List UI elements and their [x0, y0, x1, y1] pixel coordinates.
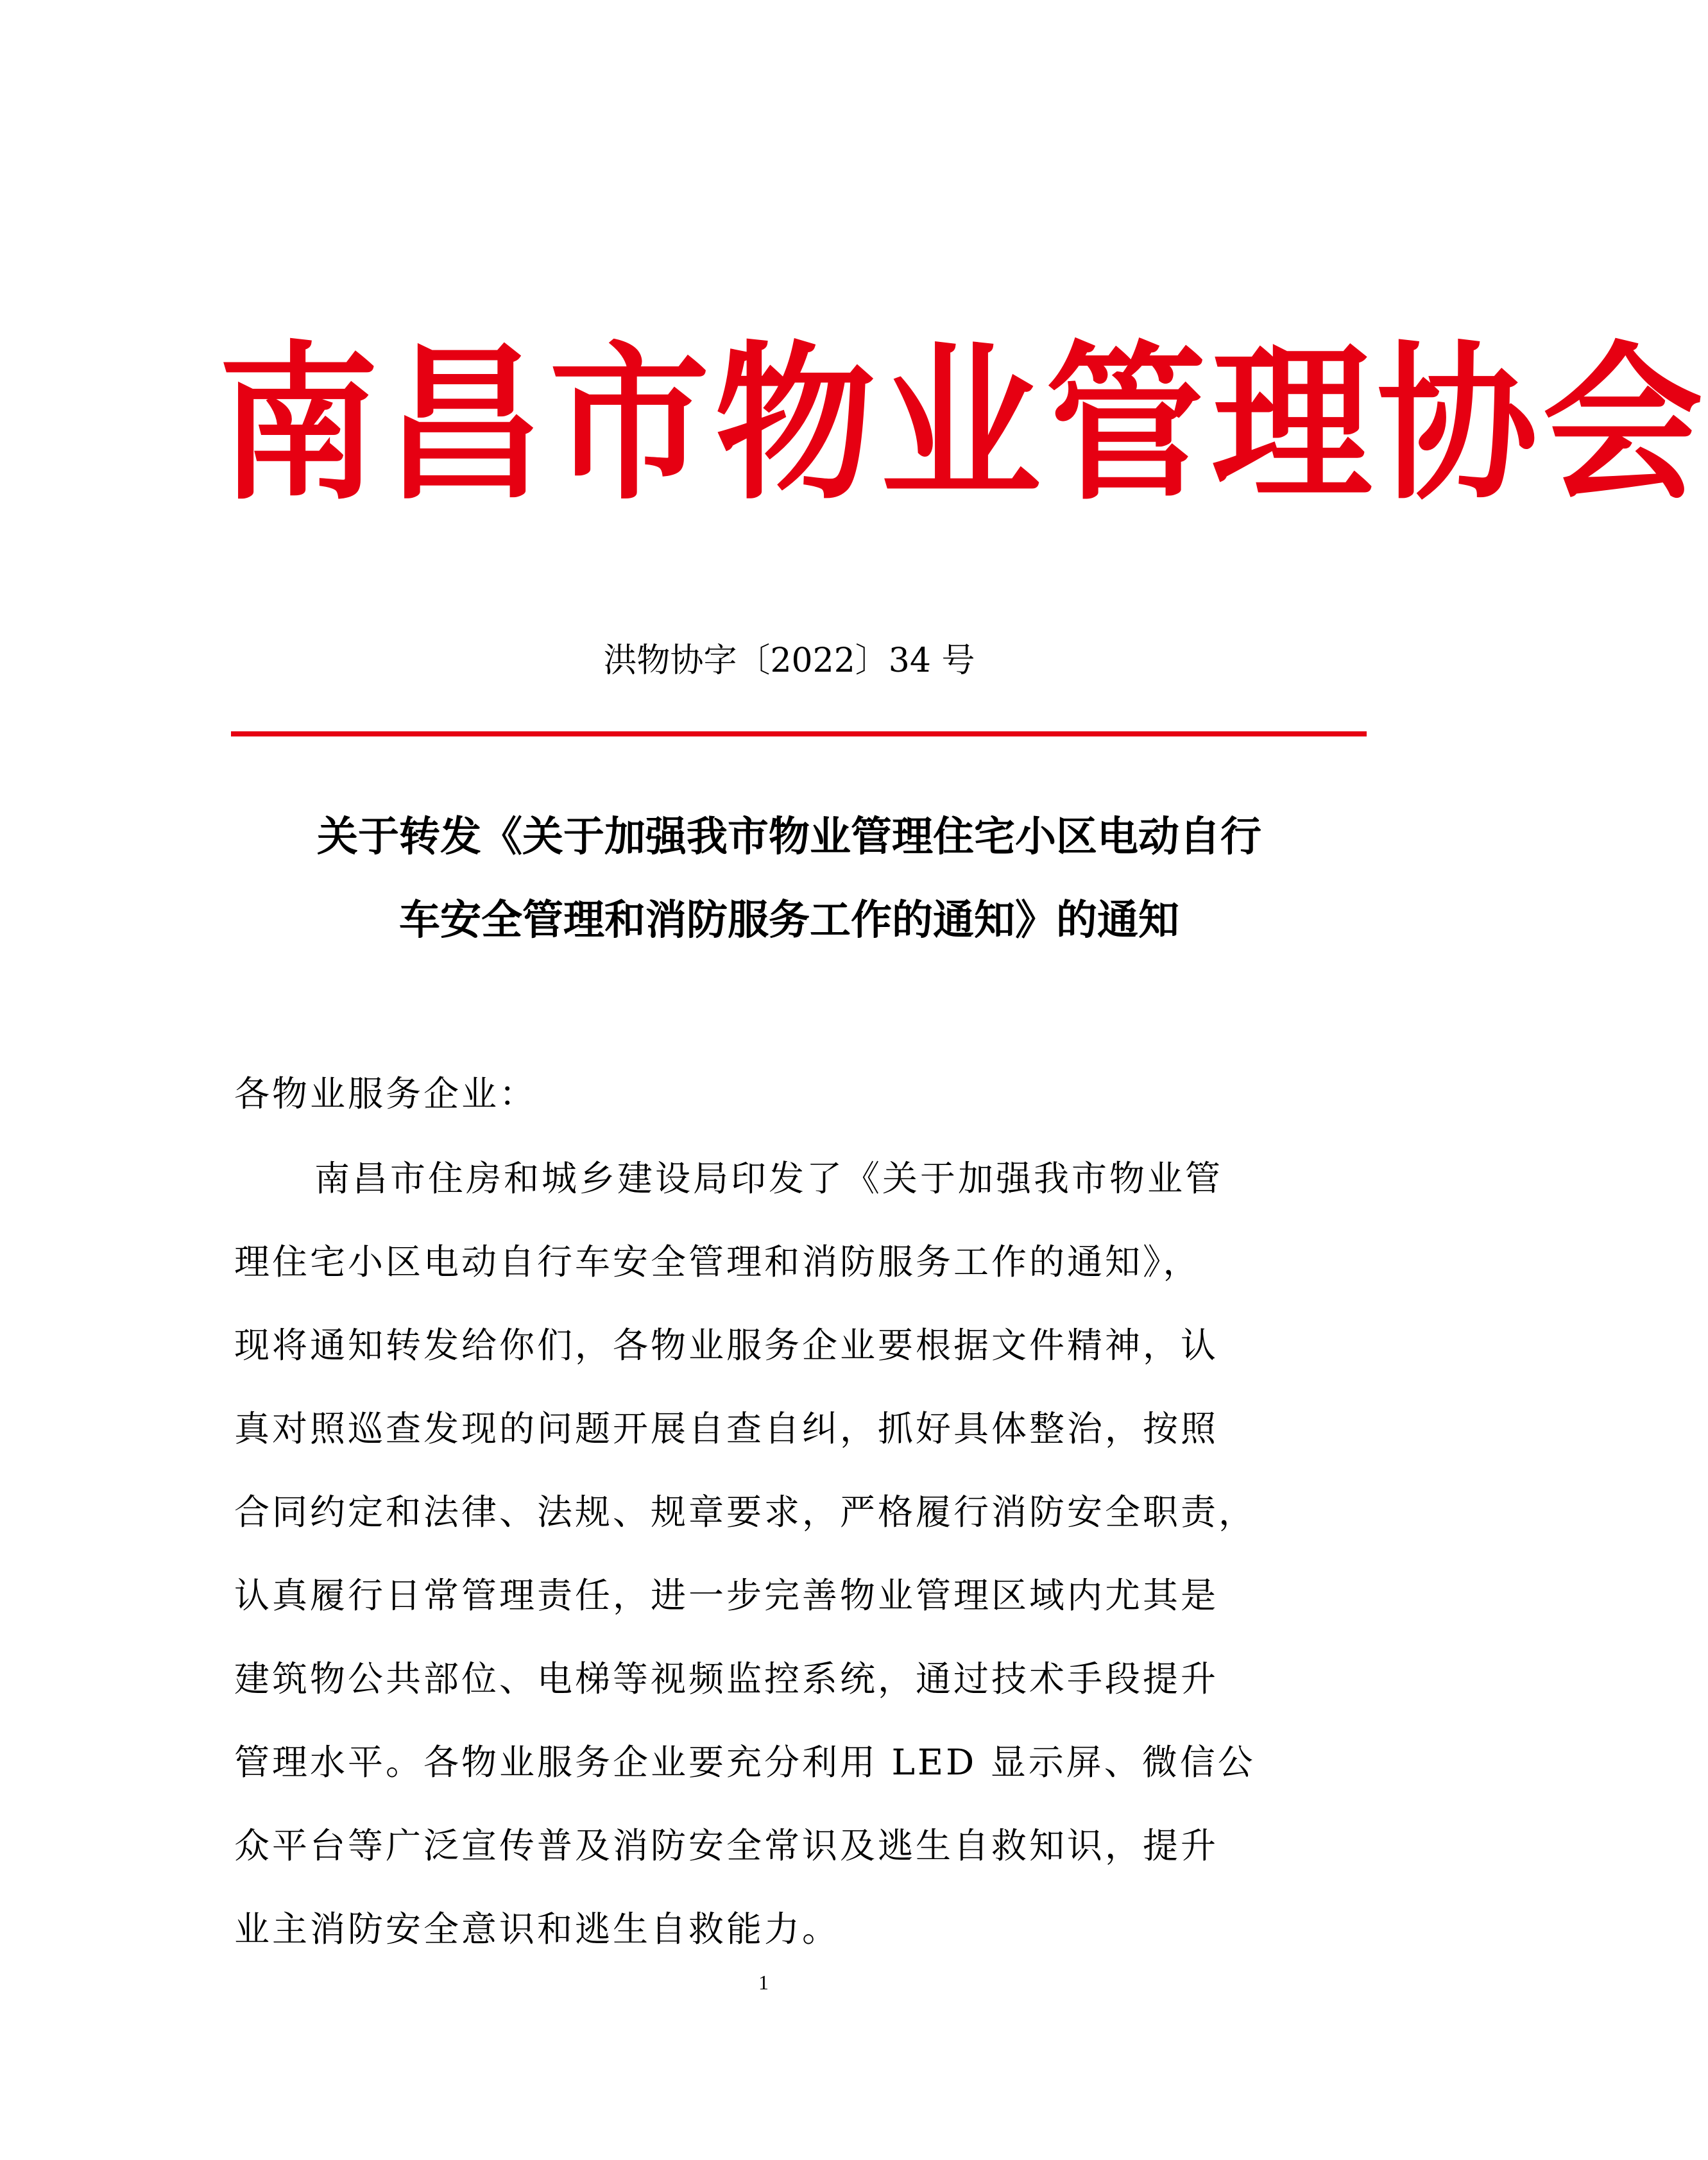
- document-title: [218, 795, 1360, 962]
- salutation: 各物业服务企业：: [234, 1073, 538, 1114]
- document-number: 洪物协字〔2022〕34 号: [603, 642, 975, 680]
- paragraph-line: 众平台等广泛宣传普及消防安全常识及逃生自救知识，提升: [234, 1825, 1219, 1866]
- paragraph-line: 真对照巡查发现的问题开展自查自纠，抓好具体整治，按照: [234, 1408, 1219, 1449]
- paragraph-line: 合同约定和法律、法规、规章要求，严格履行消防安全职责，: [234, 1492, 1257, 1533]
- paragraph-line: 南昌市住房和城乡建设局印发了《关于加强我市物业管: [314, 1158, 1224, 1199]
- paragraph-line: 建筑物公共部位、电梯等视频监控系统，通过技术手段提升: [234, 1658, 1219, 1699]
- body-paragraph: [234, 1137, 1299, 1971]
- title-line: 关于转发《关于加强我市物业管理住宅小区电动自行: [317, 813, 1261, 861]
- paragraph-line: 认真履行日常管理责任，进一步完善物业管理区域内尤其是: [234, 1575, 1219, 1616]
- paragraph-line: 理住宅小区电动自行车安全管理和消防服务工作的通知》，: [234, 1241, 1201, 1282]
- organization-header: 南昌市物业管理协会: [218, 324, 1708, 523]
- paragraph-line: 业主消防安全意识和逃生自救能力。: [234, 1909, 841, 1950]
- page-number: 1: [758, 1971, 769, 1994]
- paragraph-line: 管理水平。各物业服务企业要充分利用 LED 显示屏、微信公: [234, 1742, 1256, 1783]
- header-divider: [231, 731, 1367, 736]
- title-line: 车安全管理和消防服务工作的通知》的通知: [399, 897, 1179, 944]
- paragraph-line: 现将通知转发给你们，各物业服务企业要根据文件精神，认: [234, 1325, 1219, 1366]
